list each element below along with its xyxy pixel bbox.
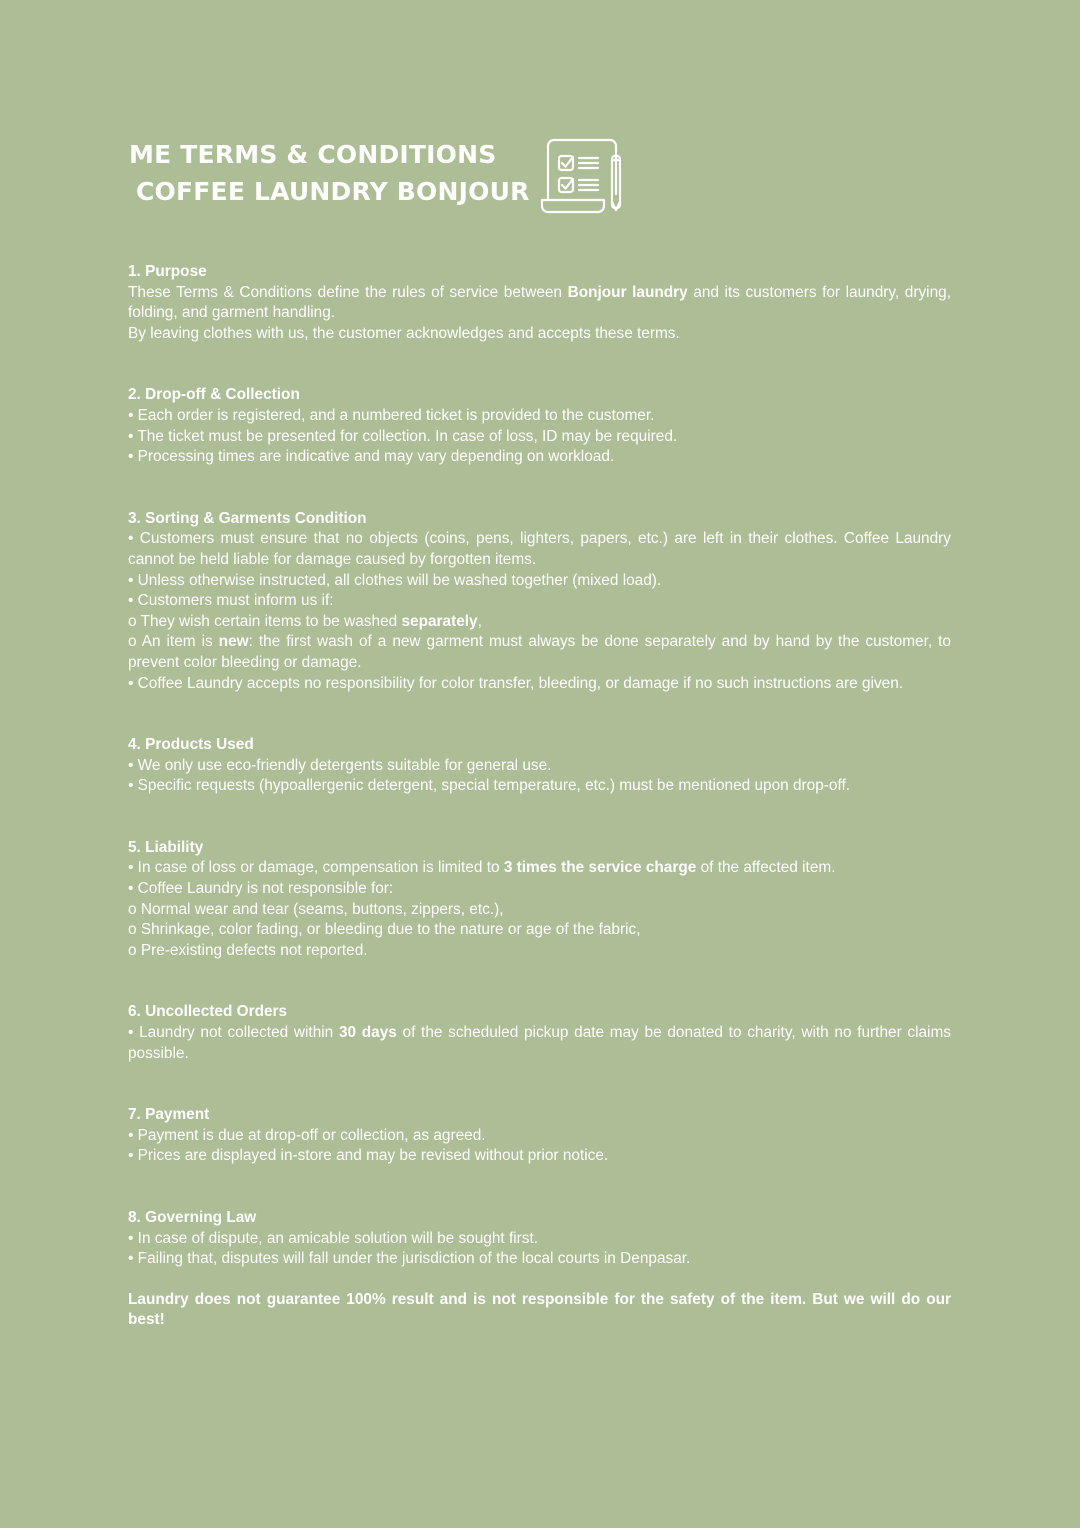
section-line [128,283,951,324]
section-7 [128,1105,951,1167]
section-title: 7. Payment [128,1106,210,1124]
section-title: 1. Purpose [128,263,207,280]
line-emphasis: 30 days [338,1024,397,1042]
section-line [128,1146,951,1167]
section-line [128,571,951,592]
closing-note: Laundry does not guarantee 100% result and is not responsible for the safety of the item. But we will do our best! [128,1290,951,1329]
line-text: • Laundry not collected within [128,1024,339,1042]
section-6 [128,1002,951,1064]
section-line [128,324,951,345]
section-5 [128,838,951,962]
line-text: of the affected item. [696,859,836,877]
line-text: and its customers for laundry, drying, folding, and garment handling. [128,283,951,322]
section-line [128,529,951,570]
section-title: 2. Drop-off & Collection [128,386,300,404]
line-text: o They wish certain items to be washed [128,612,402,630]
line-emphasis: 3 times the service charge [503,859,697,877]
section-line [128,858,951,879]
line-text: of the scheduled pickup date may be donated to charity, with no further claims possible. [128,1024,951,1062]
line-text: o Pre-existing defects not reported. [128,941,368,959]
section-title: 8. Governing Law [128,1209,257,1226]
title-line-1: ME TERMS & CONDITIONS [129,140,497,169]
section-2 [128,385,951,467]
section-title: 6. Uncollected Orders [128,1003,288,1021]
line-text: , [477,612,482,630]
line-text: • In case of dispute, an amicable solution will be sought first. [128,1229,539,1247]
section-line [128,900,951,921]
line-text: • We only use eco-friendly detergents suitable for general use. [128,756,552,774]
title-line-2: COFFEE LAUNDRY BONJOUR [136,177,530,206]
line-text: o Shrinkage, color fading, or bleeding due to the nature or age of the fabric, [128,921,641,939]
section-line [128,1229,951,1250]
line-emphasis: separately [401,612,478,630]
section-line [128,920,951,941]
section-8 [128,1208,951,1270]
line-text: • Processing times are indicative and may vary depending on workload. [128,448,615,466]
section-4 [128,735,951,797]
section-line [128,427,951,448]
section-line [128,406,951,427]
line-text: • Failing that, disputes will fall under the jurisdiction of the local courts in Denpasar. [128,1250,691,1268]
section-title: 3. Sorting & Garments Condition [128,509,367,527]
line-text: • Unless otherwise instructed, all clothes will be washed together (mixed load). [128,571,662,589]
section-line [128,1249,951,1270]
line-text: • Each order is registered, and a numbered ticket is provided to the customer. [128,406,655,424]
line-text: • In case of loss or damage, compensation is limited to [128,859,504,877]
section-line [128,447,951,468]
section-line [128,632,951,673]
section-3 [128,509,951,694]
line-emphasis: Bonjour laundry [567,283,688,301]
line-text: o Normal wear and tear (seams, buttons, zippers, etc.), [128,900,504,918]
line-text: • The ticket must be presented for collection. In case of loss, ID may be required. [128,427,678,445]
document-title [129,136,530,210]
section-line [128,591,951,612]
section-title: 4. Products Used [128,736,254,754]
terms-content [128,262,951,1331]
line-text: • Coffee Laundry accepts no responsibility for color transfer, bleeding, or damage if no such instructions are given. [128,674,904,692]
section-line [128,1126,951,1147]
section-line [128,674,951,695]
section-line [128,1023,951,1064]
line-text: By leaving clothes with us, the customer acknowledges and accepts these terms. [128,324,680,342]
line-text: • Customers must inform us if: [128,592,334,610]
section-1 [128,262,951,344]
line-emphasis: new [218,633,249,651]
line-text: • Customers must ensure that no objects (coins, pens, lighters, papers, etc.) are left in their clothes. Coffee Laundry cannot be held liable for damage caused by forgotten items. [128,530,951,568]
line-text: : the first wash of a new garment must always be done separately and by hand by the customer, to prevent color bleeding or damage. [128,633,951,671]
line-text: • Specific requests (hypoallergenic detergent, special temperature, etc.) must be mentioned upon drop-off. [128,777,851,795]
line-text: • Prices are displayed in-store and may be revised without prior notice. [128,1147,609,1165]
section-line [128,776,951,797]
section-title: 5. Liability [128,838,204,856]
checklist-scroll-icon [538,136,626,216]
section-line [128,941,951,962]
section-line [128,612,951,633]
section-line [128,756,951,777]
line-text: • Coffee Laundry is not responsible for: [128,880,394,898]
line-text: These Terms & Conditions define the rules of service between [128,283,568,301]
line-text: • Payment is due at drop-off or collection, as agreed. [128,1126,486,1144]
line-text: o An item is [128,633,219,651]
section-line [128,879,951,900]
